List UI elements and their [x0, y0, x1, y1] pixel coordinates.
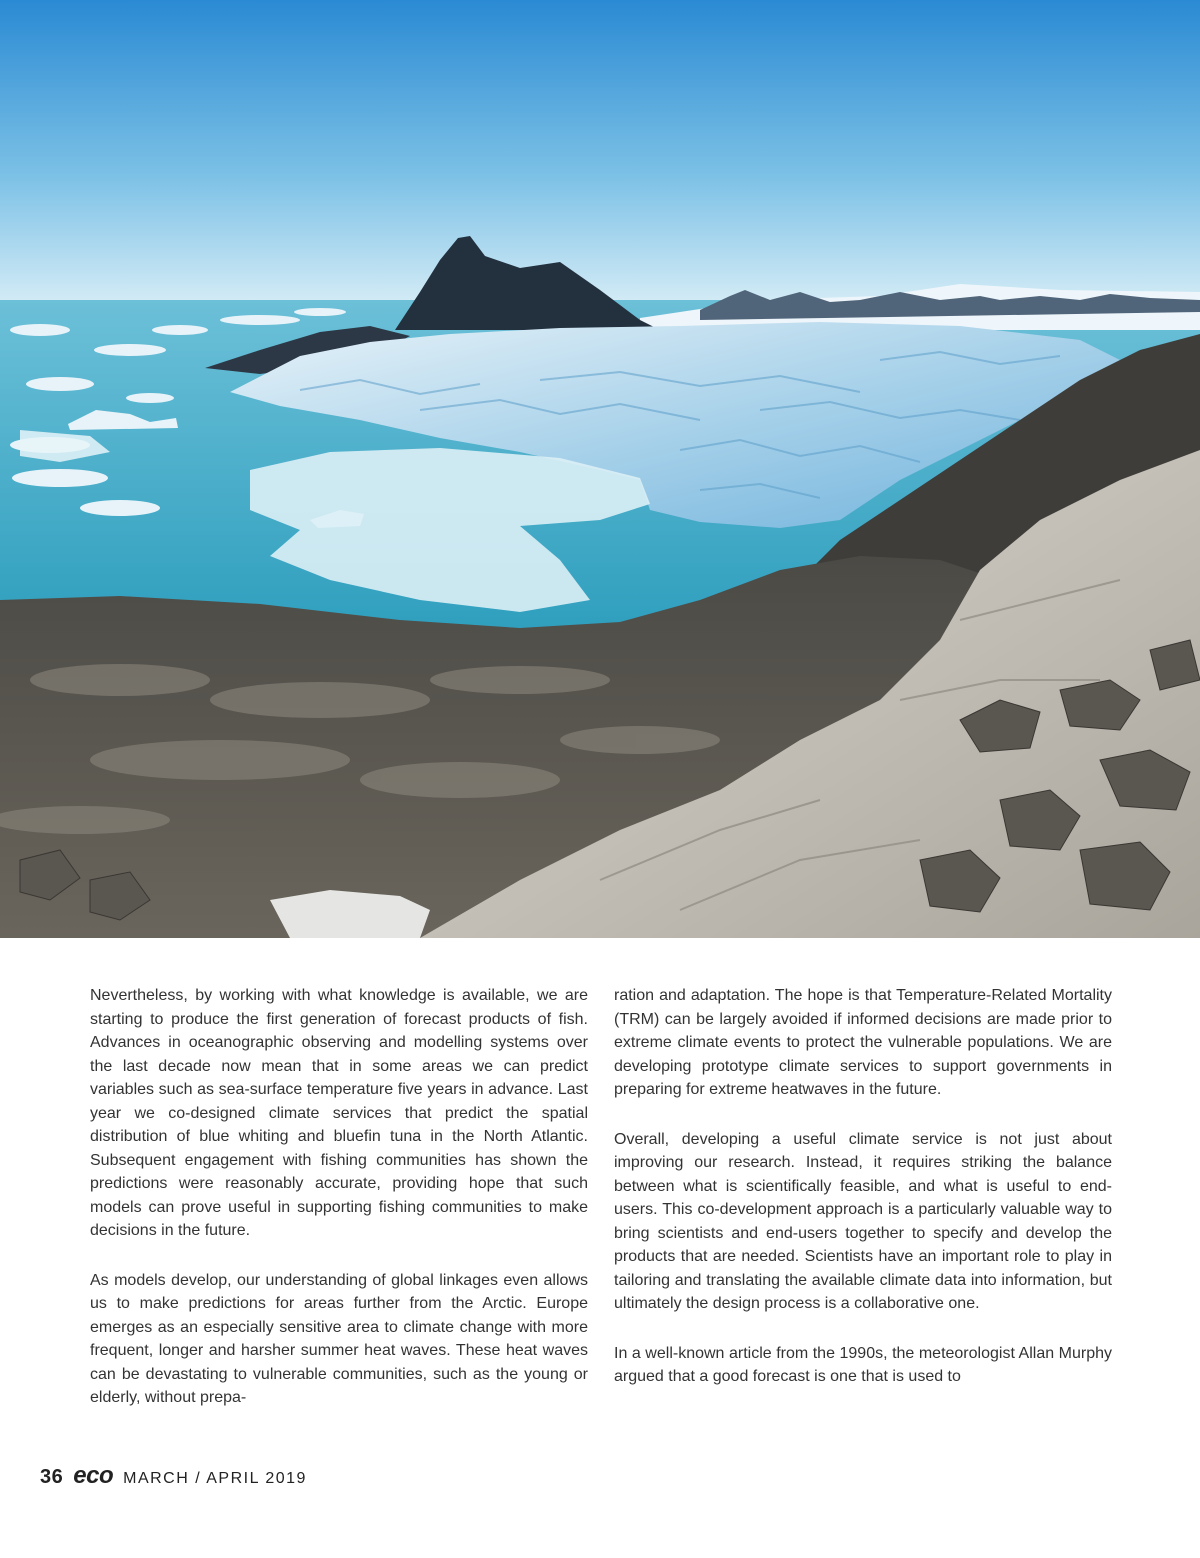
article-body	[90, 984, 1112, 1436]
right-column	[614, 984, 1112, 1436]
left-column	[90, 984, 588, 1436]
paragraph: ration and adaptation. The hope is that Temperature-Related Mortality (TRM) can be largely avoided if informed decisions are made prior to extreme climate events to protect the vulnerable populations. We are developing prototype climate services to support governments in preparing for extreme heatwaves in the future.	[614, 987, 1112, 1098]
paragraph: In a well-known article from the 1990s, the meteorologist Allan Murphy argued that a good forecast is one that is used to	[614, 1344, 1112, 1385]
paragraph: Overall, developing a useful climate service is not just about improving our research. Instead, it requires striking the balance between what is scientifically feasible, and what is useful to end-users. This co-development approach is a particularly valuable way to bring scientists and end-users together to specify and develop the products that are needed. Scientists have an important role to play in tailoring and translating the available climate data into information, but ultimately the design process is a collaborative one.	[614, 1130, 1112, 1312]
paragraph: As models develop, our understanding of global linkages even allows us to make predictions for areas further from the Arctic. Europe emerges as an especially sensitive area to climate change with more frequent, longer and harsher summer heat waves. These heat waves can be devastating to vulnerable communities, such as the young or elderly, without prepa-	[90, 1271, 588, 1406]
issue-date: MARCH / APRIL 2019	[123, 1470, 307, 1487]
page-number: 36	[40, 1466, 64, 1488]
sky	[0, 0, 1200, 320]
paragraph: Nevertheless, by working with what knowledge is available, we are starting to produce the first generation of forecast products of fish. Advances in oceanographic observing and modelling systems over the last decade now mean that in some areas we can predict variables such as sea-surface temperature five years in advance. Last year we co-designed climate services that predict the spatial distribution of blue whiting and bluefin tuna in the North Atlantic. Subsequent engagement with fishing communities has shown the predictions were reasonably accurate, providing hope that such models can prove useful in supporting fishing communities to make decisions in the future.	[90, 987, 588, 1239]
magazine-logo: eco	[73, 1462, 114, 1489]
page-footer	[40, 1462, 307, 1490]
